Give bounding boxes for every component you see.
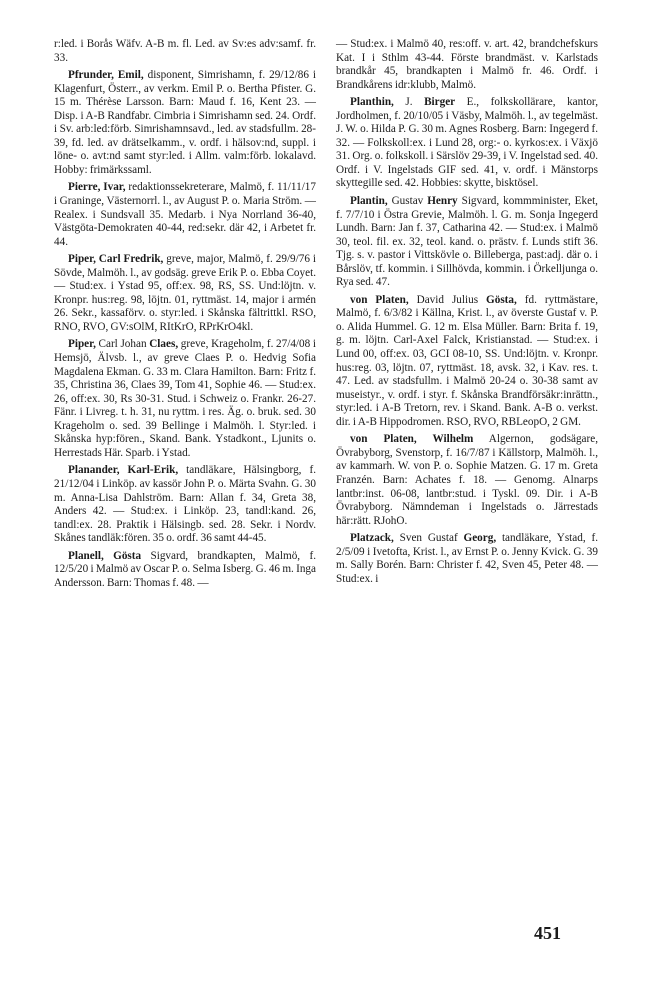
- entry-name: Piper,: [68, 338, 96, 351]
- entry-name: Pfrunder, Emil,: [68, 69, 144, 82]
- entry-text: r:led. i Borås Wäfv. A-B m. fl. Led. av Sv:es adv:samf. fr. 33.: [54, 38, 316, 64]
- biography-entry: [54, 181, 316, 249]
- biography-entry: [336, 195, 598, 290]
- biography-entry: [336, 294, 598, 429]
- entry-name: von Platen, Wilhelm: [350, 433, 474, 446]
- entry-text: greve, major, Malmö, f. 29/9/76 i Sövde, Malmöh. l., av godsäg. greve Erik P. o. Ebba Coyet. — Stud:ex. i Ystad 95, off:ex. 98, RS, SS. Und:löjtn. v. Kronpr. hus:reg. 98, löjtn. 01, ryttmäst. 14, major i armén 26. Sekr., kassaförv. o. styr:led. i Skånska fältrittkl. RSO, RNO, RVO, GV:sOlM, RItKrO, RPrKrO4kl.: [54, 253, 316, 333]
- entry-name: Plantin,: [350, 195, 388, 208]
- biography-entry: [336, 38, 598, 92]
- entry-name: Planell, Gösta: [68, 549, 142, 562]
- entry-text: Carl Johan Claes, greve, Krageholm, f. 27/4/08 i Hemsjö, Älvsb. l., av greve Claes P. o. Hedvig Sofia Magdalena Ekman. G. 33 m. Clara Hamilton. Barn: Fritz f. 35, Christina 36, Claes 39, Tom 41, Sophie 46. — Stud:ex. 26, off:ex. 30, Rs 30-31. Stud. i Schweiz o. Frankr. 26-27. Fänr. i Livreg. t. h. 31, nu ryttm. i res. Äg. o. bruk. sed. 30 Krageholm o. sed. 39 Bellinge i Malmöh. l. Styr:led. i Skånska hyp:fören., Skand. Bank. Ystadkont., Ljunits o. Herrestads Här. Sparb. i Ystad.: [54, 338, 316, 459]
- biography-entry: [54, 550, 316, 591]
- entry-name: Planander, Karl-Erik,: [68, 464, 179, 477]
- entry-text: — Stud:ex. i Malmö 40, res:off. v. art. 42, brandchefskurs Kat. I i Sthlm 43-44. Förste brandmäst. v. Karlstads brandkår 45, brandkapten i Malmö fr. 46. Ordf. i Brandkårens idr:klubb, Malmö.: [336, 38, 598, 91]
- entry-text: Sigvard, brandkapten, Malmö, f. 12/5/20 i Malmö av Oscar P. o. Selma Isberg. G. 46 m. Inga Andersson. Barn: Thomas f. 48. —: [54, 549, 316, 589]
- entry-name: Platzack,: [350, 532, 394, 545]
- entry-paragraph: [54, 550, 316, 591]
- entry-paragraph: [336, 433, 598, 528]
- entry-text: J. Birger E., folkskollärare, kantor, Jordholmen, f. 20/10/05 i Väsby, Malmöh. l., av tegelmäst. J. W. o. Hilda P. G. 30 m. Agnes Rosberg. Barn: Ingegerd f. 32. — Folkskoll:ex. i Lund 28, org:- o. kyrkos:ex. i Växjö 31. Org. o. folkskoll. i Särslöv 29-39, i V. Ingelstad sed. 40. Ordf. i V. Ingelstads GIF sed. 41, v. ordf. i Mänstorps skyttegille sed. 42. Hobbies: skytte, bisktösel.: [336, 96, 598, 190]
- entry-text: disponent, Simrishamn, f. 29/12/86 i Klagenfurt, Österr., av verkm. Emil P. o. Bertha Pfister. G. 15 m. Thérèse Larsson. Barn: Maud f. 16, Kent 23. — Disp. i A-B Randfabr. Cimbria i Simrishamn sed. 24. Ordf. i Sv. arb:led:förb. Simrishamnsavd., led. av stadsfullm. 28-39, fd. led. av drätselkamm., v. ordf. i hälsov:nd, suppl. i löne- o. avt:nd samt styr:led. i Allm. valm:förb. lokalavd. Hobby: frimärkssaml.: [54, 69, 316, 176]
- entry-paragraph: [54, 464, 316, 545]
- right-column: [336, 38, 598, 590]
- entry-paragraph: [336, 294, 598, 429]
- entry-text: tandläkare, Hälsingborg, f. 21/12/04 i Linköp. av kassör John P. o. Märta Svahn. G. 30 m. Anna-Lisa Dahlström. Barn: Allan f. 34, Greta 38, Anders 42. — Stud:ex. i Linköp. 23, tandl:kand. 26, tandl:ex. 28. Praktik i Hälsingb. sed. 28. Sekr. i Nordv. Skånes tandläk:fören. 35 o. ordf. 36 samt 44-45.: [54, 464, 316, 545]
- entry-paragraph: [336, 38, 598, 92]
- biography-entry: [54, 253, 316, 334]
- entry-paragraph: [54, 38, 316, 65]
- biography-entry: [336, 96, 598, 191]
- page-number: 451: [534, 923, 561, 943]
- entry-name: Pierre, Ivar,: [68, 181, 126, 194]
- entry-text: redaktionssekreterare, Malmö, f. 11/11/17 i Graninge, Västernorrl. l., av August P. o. Maria Ström. — Realex. i Sundsvall 35. Medarb. i Nya Norrland 36-40, Västgöta-Demokraten 40-44, red:sekr. där 42, i Arbetet fr. 44.: [54, 181, 316, 248]
- entry-paragraph: [54, 338, 316, 460]
- biography-entry: [54, 69, 316, 177]
- biography-entry: [336, 532, 598, 586]
- entry-name: Piper, Carl Fredrik,: [68, 253, 164, 266]
- entry-name: von Platen,: [350, 293, 409, 306]
- biography-entry: [336, 433, 598, 528]
- biography-entry: [54, 338, 316, 460]
- entry-paragraph: [54, 253, 316, 334]
- biography-entry: [54, 38, 316, 65]
- entry-name: Planthin,: [350, 96, 394, 109]
- entry-text: Sven Gustaf Georg, tandläkare, Ystad, f. 2/5/09 i Ivetofta, Krist. l., av Ernst P. o. Jenny Kvick. G. 39 m. Sally Borén. Barn: Christer f. 42, Sven 45, Peter 48. — Stud:ex. i: [336, 532, 598, 585]
- entry-text: Algernon, godsägare, Övrabyborg, Svenstorp, f. 16/7/87 i Källstorp, Malmöh. l., av kammarh. W. von P. o. Sophie Matzen. G. 17 m. Greta Franzén. Barn: Achates f. 18. — Genomg. Alnarps lantbr:inst. 06-08, lantbr:stud. i Tyskl. 09. Dir. i A-B Övrabyborg. Nämndeman i Ingelstads o. Järrestads här:rätt. RJohO.: [336, 433, 598, 527]
- entry-paragraph: [54, 181, 316, 249]
- biography-entry: [54, 464, 316, 545]
- entry-paragraph: [336, 96, 598, 191]
- entry-paragraph: [336, 195, 598, 290]
- entry-text: David Julius Gösta, fd. ryttmästare, Malmö, f. 6/3/82 i Källna, Krist. l., av överste Gustaf v. P. o. Alida Hummel. G. 12 m. Elsa Müller. Barn: Brita f. 19, g. m. löjtn. Carl-Axel Falck, Kristianstad. — Stud:ex. i Lund 00, off:ex. 03, GCI 08-10, SS. Und:löjtn. v. Kronpr. hus:reg. 03, löjtn. 07, ryttmäst. 18, avsk. 32, i Kav. res. t. 47. Led. av stadsfullm. i Malmö 20-24 o. 30-38 samt av museistyr., v. ordf. i styr. f. Skånska Brandförsäkr:inrättn., styr:led. i A-B Tretorn, rev. i Skand. Bank. A-B o. verkst. dir. i A-B Hippodromen. RSO, RVO, RBLeopO, 2 GM.: [336, 293, 598, 428]
- entry-paragraph: [336, 532, 598, 586]
- entry-paragraph: [54, 69, 316, 177]
- left-column: [54, 38, 316, 594]
- entry-text: Gustav Henry Sigvard, kommminister, Eket, f. 7/7/10 i Östra Grevie, Malmöh. l. G. m. Sonja Ingegerd Lundh. Barn: Jan f. 37, Catharina 42. — Stud:ex. i Malmö 30, teol. fil. ex. 32, teol. kand. o. prästv. f. Lunds stift 36. Tjg. s. v. pastor i Vittskövle o. Billeberga, past:adj. där o. i Bårslöv, tf. kommin. i Sillhövda, kommin. i Örkelljunga o. Rya sed. 47.: [336, 195, 598, 289]
